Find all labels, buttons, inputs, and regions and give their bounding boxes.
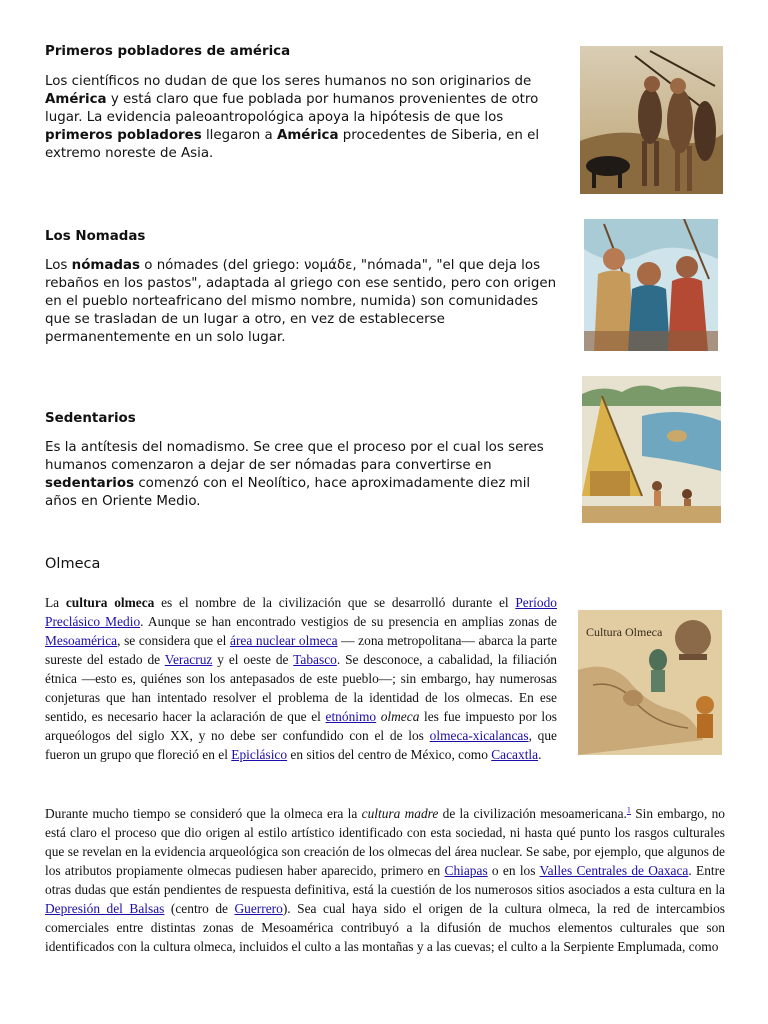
- link-area-nuclear-olmeca[interactable]: área nuclear olmeca: [230, 633, 338, 648]
- link-guerrero[interactable]: Guerrero: [234, 901, 283, 916]
- primeros-pobladores-image: [580, 46, 723, 194]
- sedentarios-image: [582, 376, 721, 523]
- section-heading-olmeca: Olmeca: [45, 556, 101, 572]
- cultura-olmeca-map-image: [578, 610, 722, 755]
- paragraph-sedentarios: Es la antítesis del nomadismo. Se cree que el proceso por el cual los seres humanos comenzaron a dejar de ser nómadas para convertirse en sedentarios comenzó con el Neolítico, hace aproximadamente diez mil años en Oriente Medio.: [45, 440, 544, 509]
- section-heading-primeros-pobladores: Primeros pobladores de américa: [45, 44, 291, 59]
- link-etnonimo[interactable]: etnónimo: [325, 709, 377, 724]
- link-valles-centrales-de-oaxaca[interactable]: Valles Centrales de Oaxaca: [539, 863, 689, 878]
- link-cacaxtla[interactable]: Cacaxtla: [491, 747, 539, 762]
- nomadas-image: [584, 219, 718, 351]
- map-caption-text: Cultura Olmeca: [586, 625, 663, 639]
- link-periodo-preclasico-medio[interactable]: Período Preclásico Medio: [45, 595, 557, 629]
- section-heading-nomadas: Los Nomadas: [45, 229, 146, 244]
- link-olmeca-xicalancas[interactable]: olmeca-xicalancas: [429, 728, 529, 743]
- section-heading-sedentarios: Sedentarios: [45, 411, 136, 426]
- paragraph-nomadas: Los nómadas o nómades (del griego: νομάδε, "nómada", "el que deja los rebaños en los pastos", adaptada al griego con ese sentido, pero con origen en el pueblo norteafricano del mismo nombre, numida) son comunidades que se trasladan de un lugar a otro, en vez de establecerse permanentemente en un solo lugar.: [45, 258, 557, 345]
- paragraph-olmeca-1: La cultura olmeca es el nombre de la civilización que se desarrolló durante el Período Preclásico Medio. Aunque se han encontrado vestigios de su presencia en amplias zonas de Mesoamérica, se considera que el área nuclear olmeca — zona metropolitana— abarca la parte sureste del estado de Veracruz y el oeste de Tabasco. Se desconoce, a cabalidad, la filiación étnica —esto es, quiénes son los antepasados de este pueblo—; sin embargo, hay numerosas conjeturas que han intentado resolver el problema de la identidad de los olmecas. En ese sentido, es necesario hacer la aclaración de que el etnónimo olmeca les fue impuesto por los arqueólogos del siglo XX, y no debe ser confundido con el de los olmeca-xicalancas, que fueron un grupo que floreció en el Epiclásico en sitios del centro de México, como Cacaxtla.: [45, 595, 558, 762]
- link-chiapas[interactable]: Chiapas: [444, 863, 488, 878]
- link-veracruz[interactable]: Veracruz: [164, 652, 213, 667]
- footnote-link-1[interactable]: 1: [626, 805, 631, 815]
- paragraph-olmeca-2: Durante mucho tiempo se consideró que la olmeca era la cultura madre de la civilización mesoamericana.$^1$ Sin embargo, no está claro el proceso que dio origen al estilo artístico identificado con esta sociedad, ni hasta qué punto los rasgos culturales que se revelan en la evidencia arqueológica son creación de los olmecas del área nuclear. Se sabe, por ejemplo, que algunos de los atributos propiamente olmecas pudiesen haber aparecido, primero en Chiapas o en los Valles Centrales de Oaxaca. Entre otras dudas que están pendientes de respuesta definitiva, está la cuestión de los numerosos sitios asociados a esta cultura en la Depresión del Balsas (centro de Guerrero). Sea cual haya sido el origen de la cultura olmeca, la red de intercambios comerciales entre distintas zonas de Mesoamérica contribuyó a la difusión de muchos elementos culturales que son identificados con la cultura olmeca, incluidos el culto a las montañas y a las cuevas; el culto a la Serpiente Emplumada, como: [45, 805, 726, 954]
- paragraph-primeros-pobladores: Los científicos no dudan de que los seres humanos no son originarios de América y está claro que fue poblada por humanos provenientes de otro lugar. La evidencia paleoantropológica apoya la hipótesis de que los primeros pobladores llegaron a América procedentes de Siberia, en el extremo noreste de Asia.: [45, 74, 540, 161]
- link-depresion-del-balsas[interactable]: Depresión del Balsas: [45, 901, 165, 916]
- link-epiclasico[interactable]: Epiclásico: [231, 747, 288, 762]
- link-mesoamerica[interactable]: Mesoamérica: [45, 633, 118, 648]
- link-tabasco[interactable]: Tabasco: [293, 652, 337, 667]
